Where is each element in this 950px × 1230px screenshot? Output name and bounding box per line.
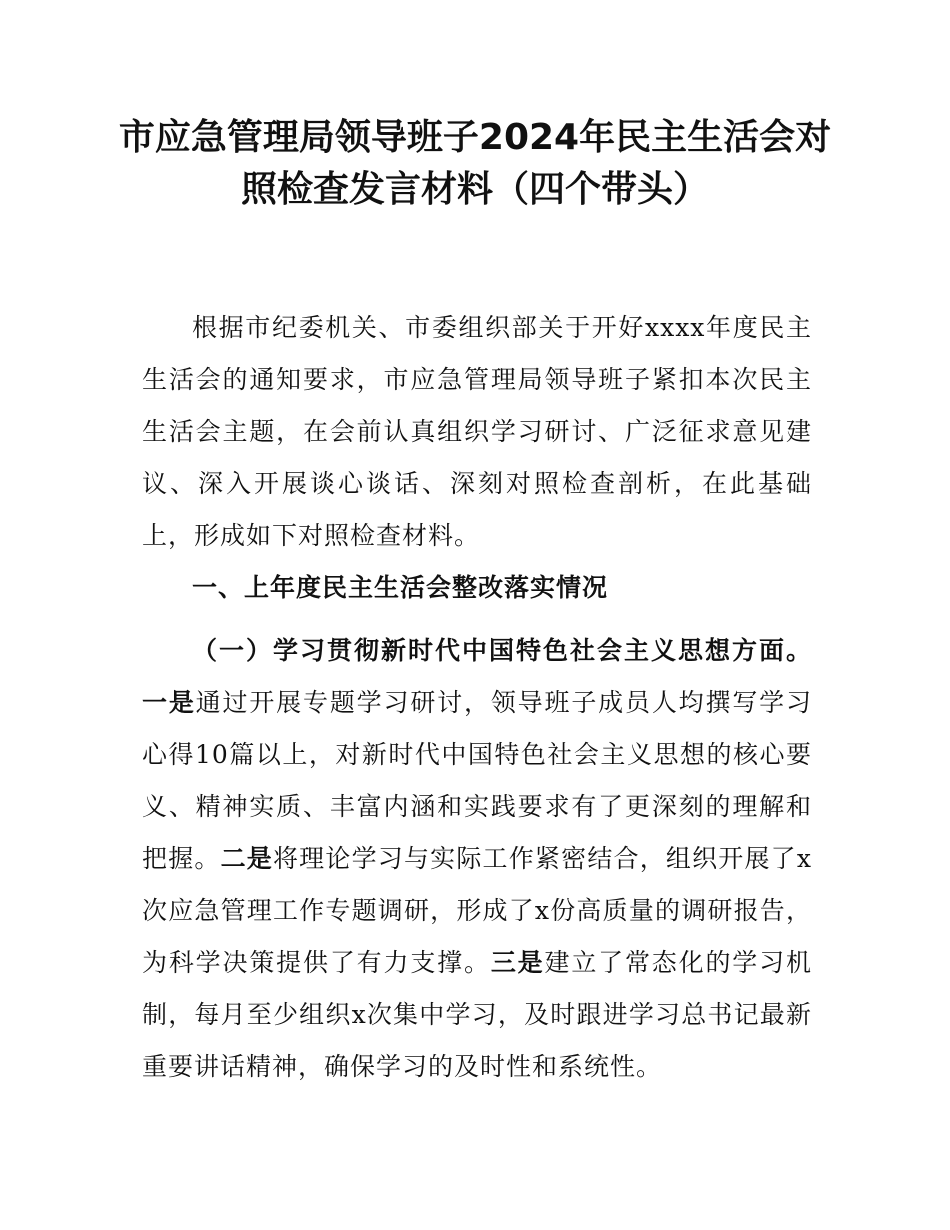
point-3-text: 建立了常态化的学习机制，每月至少组织x次集中学习，及时跟进学习总书记最新重要讲话精神，确保学习的及时性和系统性。 <box>142 948 812 1081</box>
intro-paragraph: 根据市纪委机关、市委组织部关于开好xxxx年度民主生活会的通知要求，市应急管理局领导班子紧扣本次民主生活会主题，在会前认真组织学习研讨、广泛征求意见建议、深入开展谈心谈话、深刻对照检查剖析，在此基础上，形成如下对照检查材料。 <box>142 313 812 550</box>
point-2-label: 二是 <box>220 844 273 873</box>
document-title-line-2: 照检查发言材料（四个带头） <box>240 169 709 210</box>
section-heading-1: 一、上年度民主生活会整改落实情况 <box>192 573 609 602</box>
subsection-heading: （一）学习贯彻新时代中国特色社会主义思想方面。 <box>192 636 812 665</box>
subsection-paragraph-1 <box>142 625 812 1093</box>
document-title-line-1: 市应急管理局领导班子2024年民主生活会对 <box>118 117 832 158</box>
point-2-text: 将理论学习与实际工作紧密结合，组织开展了x次应急管理工作专题调研，形成了x份高质量的调研报告，为科学决策提供了有力支撑。 <box>142 844 812 977</box>
point-1-label: 一是 <box>142 688 196 717</box>
point-1-text: 通过开展专题学习研讨，领导班子成员人均撰写学习心得10篇以上，对新时代中国特色社会主义思想的核心要义、精神实质、丰富内涵和实践要求有了更深刻的理解和把握。 <box>142 688 812 873</box>
point-3-label: 三是 <box>490 948 545 977</box>
